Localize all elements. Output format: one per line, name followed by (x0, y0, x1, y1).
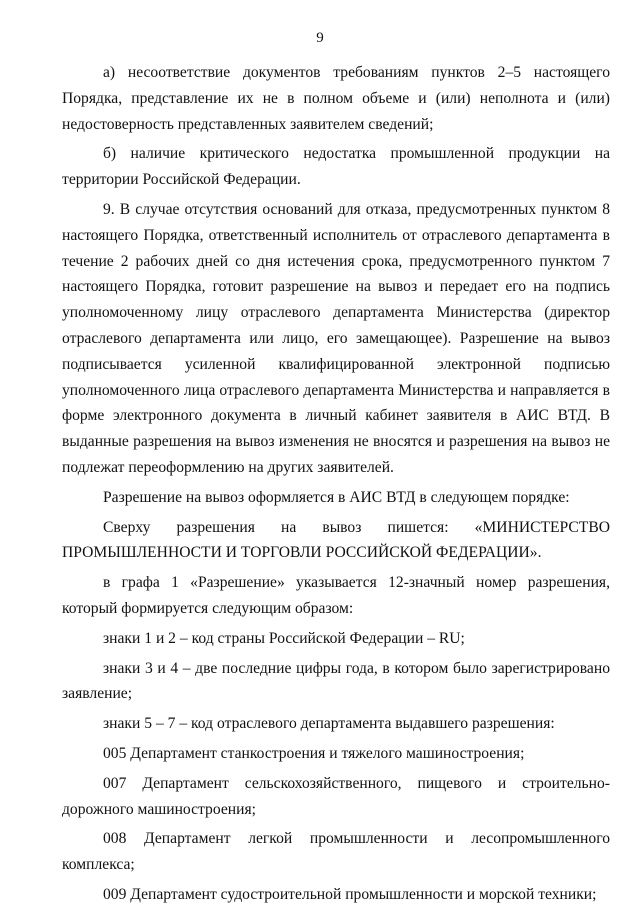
paragraph-b: б) наличие критического недостатка промышленной продукции на территории Российской Федерации. (62, 145, 610, 189)
list-item-007: 007 Департамент сельскохозяйственного, пищевого и строительно-дорожного машиностроения; (62, 774, 610, 818)
paragraph-field-1: в графа 1 «Разрешение» указывается 12-значный номер разрешения, который формируется следующим образом: (62, 574, 610, 617)
paragraph-signs-3-4: знаки 3 и 4 – две последние цифры года, в котором было зарегистрировано заявление; (62, 659, 610, 703)
list-item-009: 009 Департамент судостроительной промышленности и морской техники; (103, 885, 597, 903)
paragraph-signs-5-7: знаки 5 – 7 – код отраслевого департамента выдавшего разрешения: (103, 715, 555, 733)
paragraph-ministry-header: Сверху разрешения на вывоз пишется: «МИНИСТЕРСТВО ПРОМЫШЛЕННОСТИ И ТОРГОВЛИ РОССИЙСКОЙ ФЕДЕРАЦИИ». (62, 518, 610, 562)
list-item-005: 005 Департамент станкостроения и тяжелого машиностроения; (103, 744, 525, 762)
paragraph-signs-1-2: знаки 1 и 2 – код страны Российской Федерации – RU; (103, 629, 465, 647)
page-number: 9 (316, 30, 324, 46)
paragraph-9: 9. В случае отсутствия оснований для отказа, предусмотренных пунктом 8 настоящего Порядка, ответственный исполнитель от отраслевого департамента в течение 2 рабочих дней со дня истечения срока, предусмотренного пунктом 7 настоящего Порядка, готовит разрешение на вывоз и передает его на подпись уполномоченному лицу отраслевого департамента Министерства (директор отраслевого департамента или лицо, его замещающее). Разрешение на вывоз подписывается усиленной квалифицированной электронной подписью уполномоченного лица отраслевого департамента Министерства и направляется в форме электронного документа в личный кабинет заявителя в АИС ВТД. В выданные разрешения на вывоз изменения не вносятся и разрешения на вывоз не подлежат переоформлению на других заявителей. (62, 200, 610, 476)
list-item-008: 008 Департамент легкой промышленности и лесопромышленного комплекса; (62, 830, 610, 874)
paragraph-order-intro: Разрешение на вывоз оформляется в АИС ВТД в следующем порядке: (103, 488, 570, 506)
document-body (62, 60, 610, 908)
paragraph-a: а) несоответствие документов требованиям пунктов 2–5 настоящего Порядка, представление их не в полном объеме и (или) неполнота и (или) недостоверность представленных заявителем сведений; (62, 64, 610, 133)
